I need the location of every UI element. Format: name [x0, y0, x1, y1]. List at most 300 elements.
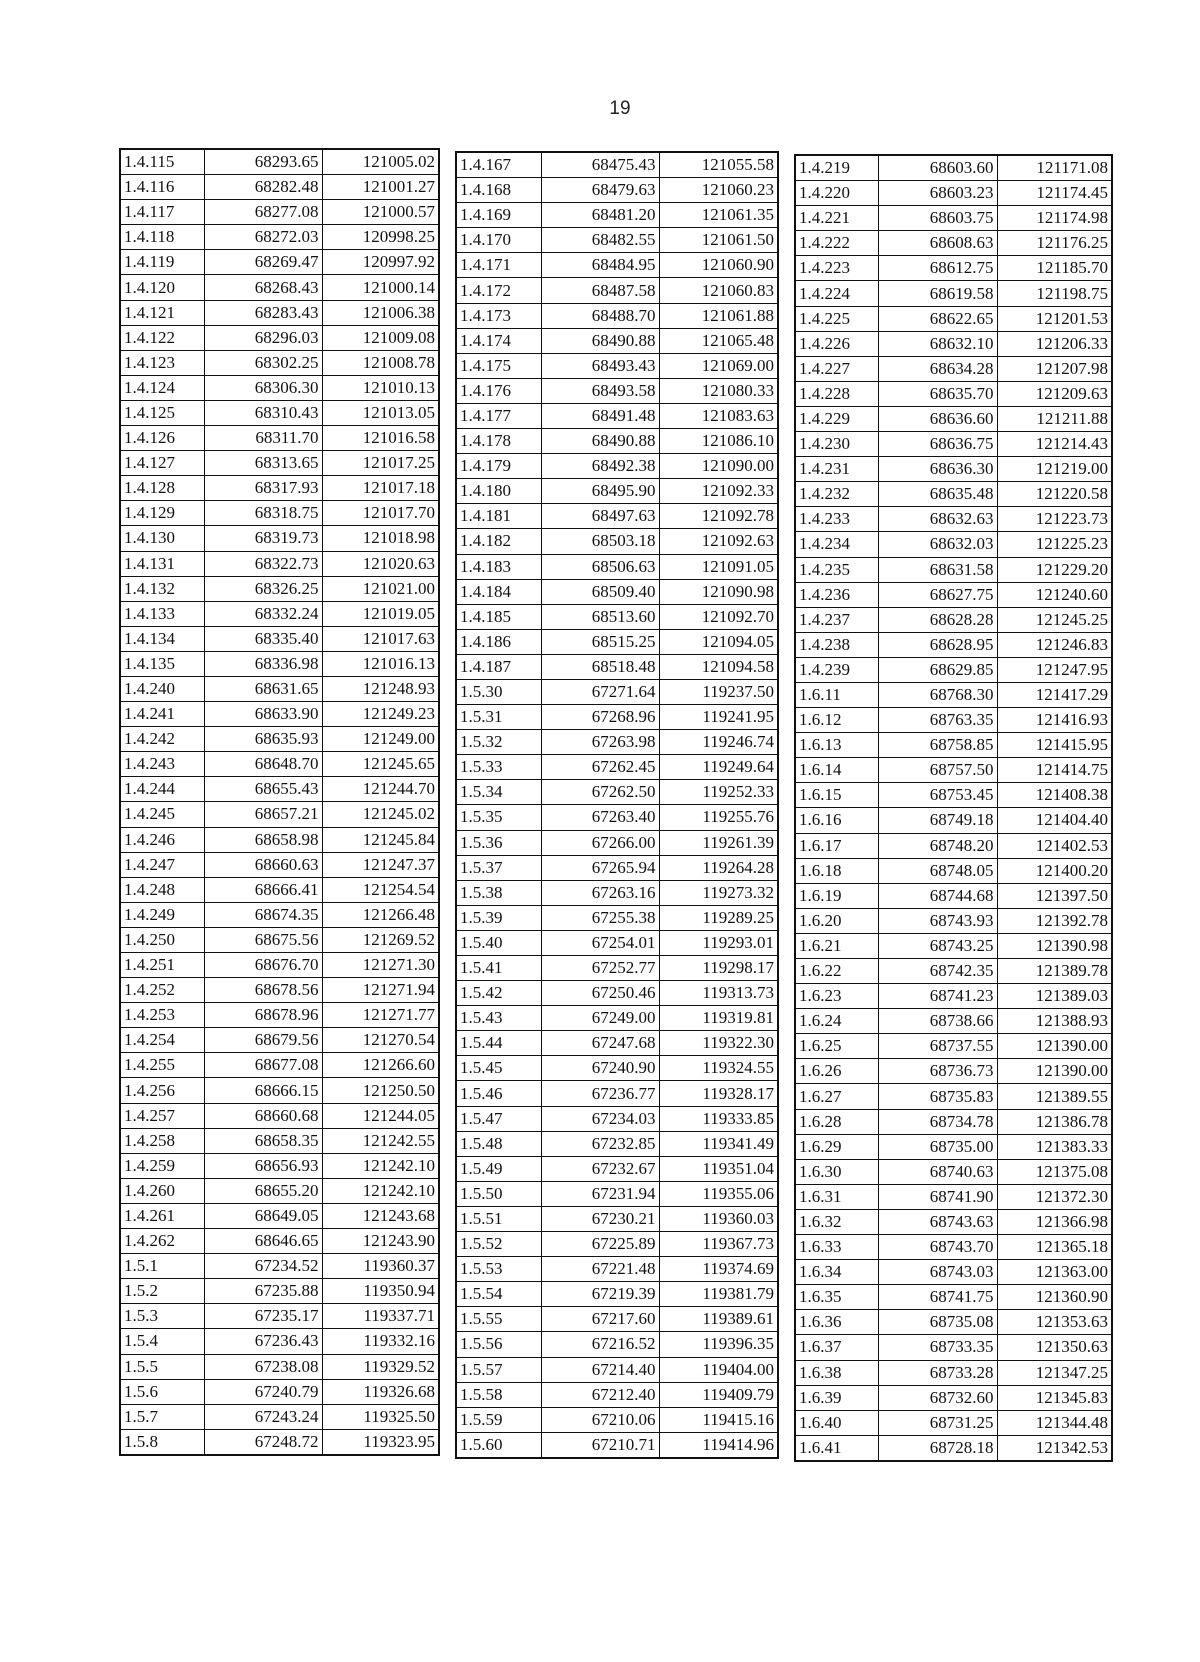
- y-coordinate-cell: 121005.02: [322, 149, 439, 175]
- point-id-cell: 1.4.174: [456, 328, 541, 353]
- point-id-cell: 1.5.1: [120, 1254, 204, 1279]
- x-coordinate-cell: 68743.93: [878, 908, 997, 933]
- y-coordinate-cell: 121347.25: [997, 1360, 1112, 1385]
- point-id-cell: 1.4.230: [795, 432, 878, 457]
- x-coordinate-cell: 68335.40: [204, 626, 322, 651]
- point-id-cell: 1.4.254: [120, 1028, 204, 1053]
- y-coordinate-cell: 121176.25: [997, 231, 1112, 256]
- table-row: [456, 930, 778, 955]
- y-coordinate-cell: 121086.10: [659, 429, 778, 454]
- y-coordinate-cell: 121266.48: [322, 902, 439, 927]
- table-row: [795, 331, 1112, 356]
- table-row: [795, 758, 1112, 783]
- y-coordinate-cell: 121350.63: [997, 1335, 1112, 1360]
- point-id-cell: 1.4.231: [795, 457, 878, 482]
- x-coordinate-cell: 68635.93: [204, 727, 322, 752]
- point-id-cell: 1.4.233: [795, 507, 878, 532]
- y-coordinate-cell: 119249.64: [659, 755, 778, 780]
- y-coordinate-cell: 121390.00: [997, 1034, 1112, 1059]
- x-coordinate-cell: 68603.60: [878, 155, 997, 181]
- y-coordinate-cell: 121242.10: [322, 1178, 439, 1203]
- x-coordinate-cell: 68506.63: [541, 554, 659, 579]
- x-coordinate-cell: 67250.46: [541, 981, 659, 1006]
- x-coordinate-cell: 67235.17: [204, 1304, 322, 1329]
- y-coordinate-cell: 121404.40: [997, 808, 1112, 833]
- x-coordinate-cell: 68490.88: [541, 429, 659, 454]
- point-id-cell: 1.4.251: [120, 953, 204, 978]
- y-coordinate-cell: 121245.25: [997, 607, 1112, 632]
- point-id-cell: 1.4.172: [456, 278, 541, 303]
- x-coordinate-cell: 68515.25: [541, 629, 659, 654]
- table-row: [120, 526, 439, 551]
- table-row: [795, 783, 1112, 808]
- point-id-cell: 1.4.226: [795, 331, 878, 356]
- x-coordinate-cell: 68296.03: [204, 325, 322, 350]
- x-coordinate-cell: 67232.85: [541, 1131, 659, 1156]
- x-coordinate-cell: 68306.30: [204, 375, 322, 400]
- x-coordinate-cell: 67230.21: [541, 1206, 659, 1231]
- y-coordinate-cell: 121185.70: [997, 256, 1112, 281]
- table-row: [120, 702, 439, 727]
- table-row: [120, 300, 439, 325]
- table-row: [456, 654, 778, 679]
- y-coordinate-cell: 119337.71: [322, 1304, 439, 1329]
- x-coordinate-cell: 68753.45: [878, 783, 997, 808]
- point-id-cell: 1.4.229: [795, 406, 878, 431]
- x-coordinate-cell: 68728.18: [878, 1435, 997, 1461]
- x-coordinate-cell: 67212.40: [541, 1382, 659, 1407]
- table-row: [456, 1357, 778, 1382]
- point-id-cell: 1.6.17: [795, 833, 878, 858]
- point-id-cell: 1.5.53: [456, 1257, 541, 1282]
- table-row: [795, 733, 1112, 758]
- y-coordinate-cell: 121360.90: [997, 1285, 1112, 1310]
- point-id-cell: 1.6.30: [795, 1159, 878, 1184]
- table-row: [795, 507, 1112, 532]
- table-row: [795, 381, 1112, 406]
- table-row: [456, 1131, 778, 1156]
- x-coordinate-cell: 68649.05: [204, 1203, 322, 1228]
- table-row: [456, 880, 778, 905]
- point-id-cell: 1.5.51: [456, 1206, 541, 1231]
- point-id-cell: 1.4.116: [120, 175, 204, 200]
- x-coordinate-cell: 68743.25: [878, 933, 997, 958]
- y-coordinate-cell: 121389.03: [997, 984, 1112, 1009]
- table-row: [456, 1081, 778, 1106]
- x-coordinate-cell: 68619.58: [878, 281, 997, 306]
- table-row: [795, 632, 1112, 657]
- table-row: [120, 651, 439, 676]
- x-coordinate-cell: 67221.48: [541, 1257, 659, 1282]
- point-id-cell: 1.4.260: [120, 1178, 204, 1203]
- table-row: [456, 805, 778, 830]
- x-coordinate-cell: 68646.65: [204, 1229, 322, 1254]
- x-coordinate-cell: 67240.79: [204, 1379, 322, 1404]
- y-coordinate-cell: 121397.50: [997, 883, 1112, 908]
- table-row: [795, 155, 1112, 181]
- y-coordinate-cell: 121209.63: [997, 381, 1112, 406]
- y-coordinate-cell: 121013.05: [322, 400, 439, 425]
- table-row: [120, 1304, 439, 1329]
- y-coordinate-cell: 121016.58: [322, 426, 439, 451]
- y-coordinate-cell: 121083.63: [659, 403, 778, 428]
- table-row: [120, 451, 439, 476]
- x-coordinate-cell: 68742.35: [878, 959, 997, 984]
- point-id-cell: 1.4.134: [120, 626, 204, 651]
- table-row: [120, 1103, 439, 1128]
- y-coordinate-cell: 119293.01: [659, 930, 778, 955]
- x-coordinate-cell: 68734.78: [878, 1109, 997, 1134]
- x-coordinate-cell: 67262.45: [541, 755, 659, 780]
- y-coordinate-cell: 121271.77: [322, 1003, 439, 1028]
- table-row: [120, 1078, 439, 1103]
- y-coordinate-cell: 121386.78: [997, 1109, 1112, 1134]
- table-row: [120, 1354, 439, 1379]
- point-id-cell: 1.4.135: [120, 651, 204, 676]
- y-coordinate-cell: 120997.92: [322, 250, 439, 275]
- y-coordinate-cell: 121018.98: [322, 526, 439, 551]
- point-id-cell: 1.6.33: [795, 1235, 878, 1260]
- table-row: [456, 705, 778, 730]
- table-row: [120, 375, 439, 400]
- table-row: [456, 479, 778, 504]
- y-coordinate-cell: 121061.50: [659, 228, 778, 253]
- y-coordinate-cell: 119264.28: [659, 855, 778, 880]
- point-id-cell: 1.6.12: [795, 708, 878, 733]
- y-coordinate-cell: 121055.58: [659, 152, 778, 178]
- y-coordinate-cell: 121383.33: [997, 1134, 1112, 1159]
- point-id-cell: 1.5.60: [456, 1432, 541, 1458]
- point-id-cell: 1.5.44: [456, 1031, 541, 1056]
- point-id-cell: 1.4.124: [120, 375, 204, 400]
- x-coordinate-cell: 68495.90: [541, 479, 659, 504]
- point-id-cell: 1.6.22: [795, 959, 878, 984]
- y-coordinate-cell: 121094.05: [659, 629, 778, 654]
- table-row: [795, 256, 1112, 281]
- y-coordinate-cell: 120998.25: [322, 225, 439, 250]
- point-id-cell: 1.4.118: [120, 225, 204, 250]
- x-coordinate-cell: 68733.28: [878, 1360, 997, 1385]
- table-row: [456, 1332, 778, 1357]
- y-coordinate-cell: 119396.35: [659, 1332, 778, 1357]
- point-id-cell: 1.4.127: [120, 451, 204, 476]
- x-coordinate-cell: 68310.43: [204, 400, 322, 425]
- table-row: [795, 1410, 1112, 1435]
- y-coordinate-cell: 121006.38: [322, 300, 439, 325]
- y-coordinate-cell: 121416.93: [997, 708, 1112, 733]
- x-coordinate-cell: 68731.25: [878, 1410, 997, 1435]
- y-coordinate-cell: 121090.00: [659, 454, 778, 479]
- point-id-cell: 1.6.40: [795, 1410, 878, 1435]
- point-id-cell: 1.5.7: [120, 1404, 204, 1429]
- point-id-cell: 1.6.15: [795, 783, 878, 808]
- x-coordinate-cell: 67266.00: [541, 830, 659, 855]
- x-coordinate-cell: 67231.94: [541, 1181, 659, 1206]
- point-id-cell: 1.4.255: [120, 1053, 204, 1078]
- point-id-cell: 1.4.222: [795, 231, 878, 256]
- point-id-cell: 1.6.29: [795, 1134, 878, 1159]
- x-coordinate-cell: 67243.24: [204, 1404, 322, 1429]
- point-id-cell: 1.5.48: [456, 1131, 541, 1156]
- table-row: [120, 200, 439, 225]
- point-id-cell: 1.4.234: [795, 532, 878, 557]
- point-id-cell: 1.6.25: [795, 1034, 878, 1059]
- table-row: [795, 1235, 1112, 1260]
- y-coordinate-cell: 119360.03: [659, 1206, 778, 1231]
- point-id-cell: 1.5.46: [456, 1081, 541, 1106]
- point-id-cell: 1.5.4: [120, 1329, 204, 1354]
- point-id-cell: 1.6.11: [795, 682, 878, 707]
- y-coordinate-cell: 121021.00: [322, 576, 439, 601]
- x-coordinate-cell: 67254.01: [541, 930, 659, 955]
- y-coordinate-cell: 121254.54: [322, 877, 439, 902]
- y-coordinate-cell: 121225.23: [997, 532, 1112, 557]
- point-id-cell: 1.4.115: [120, 149, 204, 175]
- y-coordinate-cell: 121092.33: [659, 479, 778, 504]
- x-coordinate-cell: 68311.70: [204, 426, 322, 451]
- x-coordinate-cell: 68283.43: [204, 300, 322, 325]
- x-coordinate-cell: 68313.65: [204, 451, 322, 476]
- point-id-cell: 1.6.18: [795, 858, 878, 883]
- y-coordinate-cell: 121415.95: [997, 733, 1112, 758]
- y-coordinate-cell: 121017.18: [322, 476, 439, 501]
- table-row: [120, 1178, 439, 1203]
- x-coordinate-cell: 68738.66: [878, 1009, 997, 1034]
- point-id-cell: 1.4.132: [120, 576, 204, 601]
- x-coordinate-cell: 68302.25: [204, 350, 322, 375]
- table-row: [120, 727, 439, 752]
- y-coordinate-cell: 121240.60: [997, 582, 1112, 607]
- table-row: [120, 1229, 439, 1254]
- table-row: [456, 830, 778, 855]
- y-coordinate-cell: 119328.17: [659, 1081, 778, 1106]
- point-id-cell: 1.5.31: [456, 705, 541, 730]
- y-coordinate-cell: 121198.75: [997, 281, 1112, 306]
- point-id-cell: 1.5.39: [456, 905, 541, 930]
- point-id-cell: 1.4.173: [456, 303, 541, 328]
- table-row: [456, 780, 778, 805]
- y-coordinate-cell: 121363.00: [997, 1260, 1112, 1285]
- y-coordinate-cell: 121061.35: [659, 203, 778, 228]
- point-id-cell: 1.4.242: [120, 727, 204, 752]
- y-coordinate-cell: 121250.50: [322, 1078, 439, 1103]
- y-coordinate-cell: 121392.78: [997, 908, 1112, 933]
- x-coordinate-cell: 68487.58: [541, 278, 659, 303]
- y-coordinate-cell: 121065.48: [659, 328, 778, 353]
- table-row: [120, 827, 439, 852]
- x-coordinate-cell: 68632.63: [878, 507, 997, 532]
- point-id-cell: 1.4.232: [795, 482, 878, 507]
- table-row: [795, 1435, 1112, 1461]
- point-id-cell: 1.4.184: [456, 579, 541, 604]
- x-coordinate-cell: 68740.63: [878, 1159, 997, 1184]
- x-coordinate-cell: 67247.68: [541, 1031, 659, 1056]
- y-coordinate-cell: 121009.08: [322, 325, 439, 350]
- y-coordinate-cell: 119332.16: [322, 1329, 439, 1354]
- y-coordinate-cell: 121345.83: [997, 1385, 1112, 1410]
- table-row: [456, 956, 778, 981]
- x-coordinate-cell: 68326.25: [204, 576, 322, 601]
- y-coordinate-cell: 121271.30: [322, 953, 439, 978]
- y-coordinate-cell: 119313.73: [659, 981, 778, 1006]
- point-id-cell: 1.5.50: [456, 1181, 541, 1206]
- point-id-cell: 1.6.41: [795, 1435, 878, 1461]
- table-row: [456, 1156, 778, 1181]
- table-row: [456, 1257, 778, 1282]
- y-coordinate-cell: 121080.33: [659, 378, 778, 403]
- point-id-cell: 1.6.24: [795, 1009, 878, 1034]
- x-coordinate-cell: 68503.18: [541, 529, 659, 554]
- x-coordinate-cell: 68743.03: [878, 1260, 997, 1285]
- x-coordinate-cell: 68675.56: [204, 927, 322, 952]
- point-id-cell: 1.4.121: [120, 300, 204, 325]
- y-coordinate-cell: 121017.63: [322, 626, 439, 651]
- y-coordinate-cell: 121365.18: [997, 1235, 1112, 1260]
- x-coordinate-cell: 68608.63: [878, 231, 997, 256]
- y-coordinate-cell: 119322.30: [659, 1031, 778, 1056]
- x-coordinate-cell: 68744.68: [878, 883, 997, 908]
- x-coordinate-cell: 68628.95: [878, 632, 997, 657]
- x-coordinate-cell: 67236.43: [204, 1329, 322, 1354]
- y-coordinate-cell: 121353.63: [997, 1310, 1112, 1335]
- point-id-cell: 1.4.243: [120, 752, 204, 777]
- y-coordinate-cell: 119367.73: [659, 1232, 778, 1257]
- y-coordinate-cell: 121417.29: [997, 682, 1112, 707]
- y-coordinate-cell: 121247.37: [322, 852, 439, 877]
- y-coordinate-cell: 121271.94: [322, 978, 439, 1003]
- table-row: [456, 1006, 778, 1031]
- x-coordinate-cell: 68272.03: [204, 225, 322, 250]
- point-id-cell: 1.4.180: [456, 479, 541, 504]
- x-coordinate-cell: 68677.08: [204, 1053, 322, 1078]
- x-coordinate-cell: 68660.63: [204, 852, 322, 877]
- x-coordinate-cell: 67225.89: [541, 1232, 659, 1257]
- point-id-cell: 1.5.2: [120, 1279, 204, 1304]
- table-row: [456, 1031, 778, 1056]
- table-row: [120, 1429, 439, 1455]
- x-coordinate-cell: 68603.75: [878, 206, 997, 231]
- point-id-cell: 1.5.3: [120, 1304, 204, 1329]
- x-coordinate-cell: 68748.05: [878, 858, 997, 883]
- y-coordinate-cell: 121414.75: [997, 758, 1112, 783]
- point-id-cell: 1.4.240: [120, 676, 204, 701]
- table-row: [456, 378, 778, 403]
- x-coordinate-cell: 68632.03: [878, 532, 997, 557]
- point-id-cell: 1.4.126: [120, 426, 204, 451]
- x-coordinate-cell: 67219.39: [541, 1282, 659, 1307]
- x-coordinate-cell: 68629.85: [878, 657, 997, 682]
- point-id-cell: 1.4.119: [120, 250, 204, 275]
- table-row: [795, 933, 1112, 958]
- point-id-cell: 1.4.247: [120, 852, 204, 877]
- point-id-cell: 1.4.182: [456, 529, 541, 554]
- x-coordinate-cell: 68741.75: [878, 1285, 997, 1310]
- x-coordinate-cell: 68678.96: [204, 1003, 322, 1028]
- y-coordinate-cell: 121207.98: [997, 356, 1112, 381]
- point-id-cell: 1.6.35: [795, 1285, 878, 1310]
- y-coordinate-cell: 119255.76: [659, 805, 778, 830]
- table-row: [456, 203, 778, 228]
- y-coordinate-cell: 119241.95: [659, 705, 778, 730]
- table-row: [120, 501, 439, 526]
- y-coordinate-cell: 119298.17: [659, 956, 778, 981]
- table-row: [456, 1407, 778, 1432]
- x-coordinate-cell: 67240.90: [541, 1056, 659, 1081]
- table-row: [795, 858, 1112, 883]
- point-id-cell: 1.4.130: [120, 526, 204, 551]
- y-coordinate-cell: 119381.79: [659, 1282, 778, 1307]
- point-id-cell: 1.4.219: [795, 155, 878, 181]
- table-row: [456, 228, 778, 253]
- x-coordinate-cell: 68660.68: [204, 1103, 322, 1128]
- table-row: [456, 429, 778, 454]
- table-row: [795, 432, 1112, 457]
- table-row: [120, 1329, 439, 1354]
- point-id-cell: 1.6.26: [795, 1059, 878, 1084]
- table-row: [456, 253, 778, 278]
- table-row: [795, 1084, 1112, 1109]
- y-coordinate-cell: 121229.20: [997, 557, 1112, 582]
- y-coordinate-cell: 121174.45: [997, 181, 1112, 206]
- point-id-cell: 1.5.54: [456, 1282, 541, 1307]
- table-row: [456, 278, 778, 303]
- y-coordinate-cell: 121402.53: [997, 833, 1112, 858]
- x-coordinate-cell: 68732.60: [878, 1385, 997, 1410]
- table-row: [795, 607, 1112, 632]
- point-id-cell: 1.4.220: [795, 181, 878, 206]
- x-coordinate-cell: 68336.98: [204, 651, 322, 676]
- table-row: [456, 403, 778, 428]
- point-id-cell: 1.5.42: [456, 981, 541, 1006]
- table-row: [456, 1432, 778, 1458]
- table-row: [795, 206, 1112, 231]
- point-id-cell: 1.6.20: [795, 908, 878, 933]
- x-coordinate-cell: 68481.20: [541, 203, 659, 228]
- x-coordinate-cell: 68768.30: [878, 682, 997, 707]
- point-id-cell: 1.4.169: [456, 203, 541, 228]
- x-coordinate-cell: 68622.65: [878, 306, 997, 331]
- x-coordinate-cell: 68632.10: [878, 331, 997, 356]
- point-id-cell: 1.6.16: [795, 808, 878, 833]
- x-coordinate-cell: 68479.63: [541, 178, 659, 203]
- point-id-cell: 1.6.21: [795, 933, 878, 958]
- x-coordinate-cell: 67210.06: [541, 1407, 659, 1432]
- point-id-cell: 1.5.49: [456, 1156, 541, 1181]
- y-coordinate-cell: 121408.38: [997, 783, 1112, 808]
- y-coordinate-cell: 119246.74: [659, 730, 778, 755]
- y-coordinate-cell: 119355.06: [659, 1181, 778, 1206]
- point-id-cell: 1.4.176: [456, 378, 541, 403]
- table-row: [795, 833, 1112, 858]
- y-coordinate-cell: 121090.98: [659, 579, 778, 604]
- point-id-cell: 1.4.262: [120, 1229, 204, 1254]
- y-coordinate-cell: 119404.00: [659, 1357, 778, 1382]
- x-coordinate-cell: 68666.41: [204, 877, 322, 902]
- y-coordinate-cell: 121269.52: [322, 927, 439, 952]
- y-coordinate-cell: 121244.05: [322, 1103, 439, 1128]
- point-id-cell: 1.4.187: [456, 654, 541, 679]
- x-coordinate-cell: 68763.35: [878, 708, 997, 733]
- table-row: [120, 350, 439, 375]
- x-coordinate-cell: 68679.56: [204, 1028, 322, 1053]
- point-id-cell: 1.4.249: [120, 902, 204, 927]
- x-coordinate-cell: 67234.03: [541, 1106, 659, 1131]
- x-coordinate-cell: 67262.50: [541, 780, 659, 805]
- table-row: [120, 1028, 439, 1053]
- x-coordinate-cell: 68493.43: [541, 353, 659, 378]
- y-coordinate-cell: 121245.02: [322, 802, 439, 827]
- table-row: [795, 1310, 1112, 1335]
